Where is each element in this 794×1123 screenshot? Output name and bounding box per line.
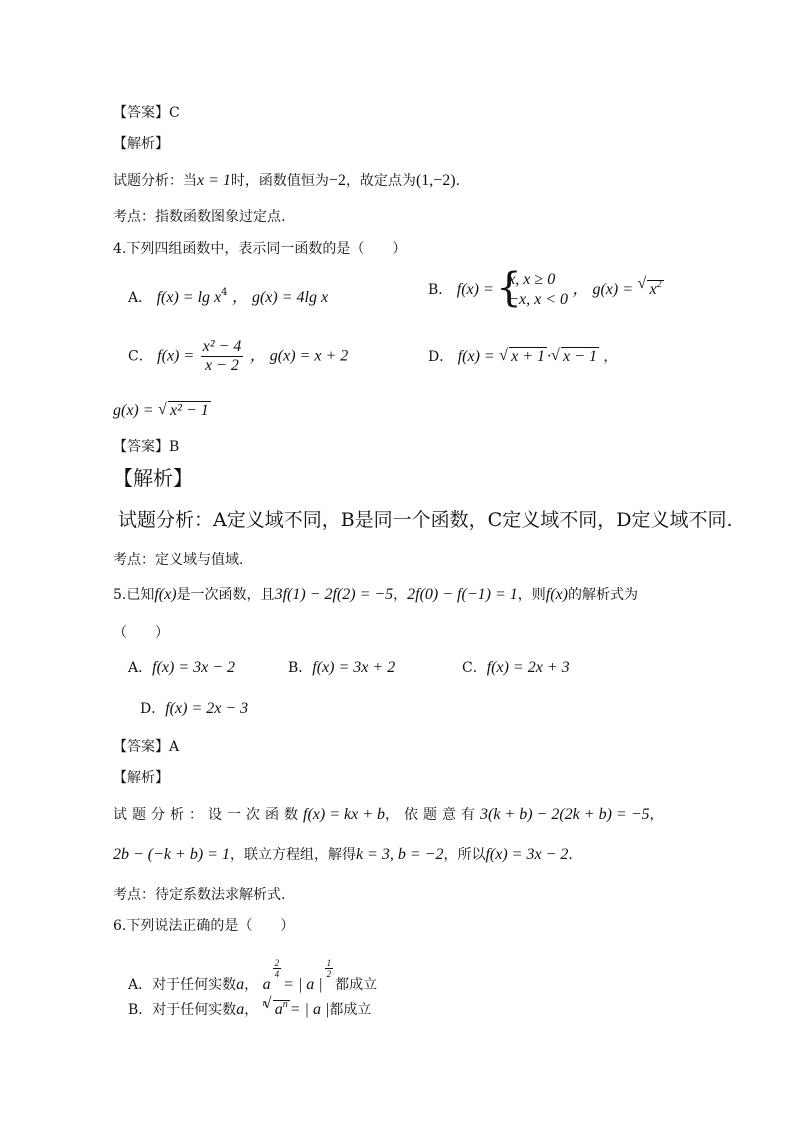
q4-analysis-label: 【解析】 (113, 466, 193, 490)
q3-analysis-text: 试题分析：当x = 1时，函数值恒为−2，故定点为(1,−2). (113, 172, 461, 189)
exponent-fraction: $\frac{1}{2}$ (326, 958, 332, 979)
q5-option-d: D．f(x) = 2x − 3 (140, 700, 249, 717)
piecewise-brace: { x, x ≥ 0 −x, x < 0 (496, 265, 568, 311)
q5-stem: 5.已知f(x)是一次函数，且3f(1) − 2f(2) = −5，2f(0) − f(−1) = 1，则f(x)的解析式为 (113, 586, 638, 603)
q4-analysis-text: 试题分析：A定义域不同，B是同一个函数，C定义域不同，D定义域不同. (118, 509, 733, 531)
q6-option-b: B．对于任何实数a， $^n$√ $a^n$ = | a |都成立 (128, 995, 371, 1019)
answer-label: 【答案】 (113, 105, 169, 121)
q5-point: 考点：待定系数法求解析式. (113, 887, 286, 903)
q4-option-c: C． f(x) = $\frac{\text{x² − 4}}{x - 2}$ ， g(x) = x + 2 (128, 338, 349, 374)
q5-paren: （ ） (113, 625, 169, 641)
q6-option-a: A．对于任何实数a， a $\frac{2}{4}$ = | a | $\frac{1}{2}$ 都成立 (128, 958, 378, 993)
radical: √ $x^2$ (637, 275, 663, 300)
answer-value: C (169, 105, 180, 121)
q5-analysis-label: 【解析】 (113, 770, 169, 786)
q4-option-a: A． $f(x) = \lg x^4$ ， g(x) = 4lg x (128, 287, 329, 306)
q6-stem: 6.下列说法正确的是（ ） (113, 918, 295, 934)
q4-answer-line: 【答案】B (113, 439, 180, 455)
q3-analysis-label: 【解析】 (113, 136, 169, 152)
q5-answer-line: 【答案】A (113, 739, 180, 755)
fraction: $\frac{\text{x² − 4}}{x - 2}$ (202, 338, 242, 374)
q4-option-d: D． f(x) = √ x + 1 ·√ x − 1 ， (428, 348, 617, 366)
q5-solution-line-2: 2b − (−k + b) = 1，联立方程组，解得k = 3, b = −2，所以f(x) = 3x − 2. (113, 846, 573, 863)
exponent-fraction: $\frac{2}{4}$ (274, 958, 280, 979)
q4-option-d-g: g(x) = √ x² − 1 (113, 402, 211, 420)
q3-answer-line (113, 104, 180, 122)
q5-solution-line-1: 试题分析：设一次函数f(x) = kx + b，依题意有3(k + b) − 2(2k + b) = −5， (113, 806, 664, 823)
q3-point: 考点：指数函数图象过定点. (113, 209, 286, 225)
q4-stem: 4.下列四组函数中，表示同一函数的是（ ） (113, 241, 407, 257)
q5-option-c: C．f(x) = 2x + 3 (462, 659, 570, 676)
q5-option-a: A．f(x) = 3x − 2 (128, 659, 236, 676)
root-index: n (262, 999, 267, 1008)
q4-option-b: B． f(x) = { x, x ≥ 0 −x, x < 0 ， g(x) = √ $x^2$ (428, 270, 664, 310)
q5-option-b: B．f(x) = 3x + 2 (288, 659, 396, 676)
q4-point: 考点：定义域与值域. (113, 552, 244, 568)
